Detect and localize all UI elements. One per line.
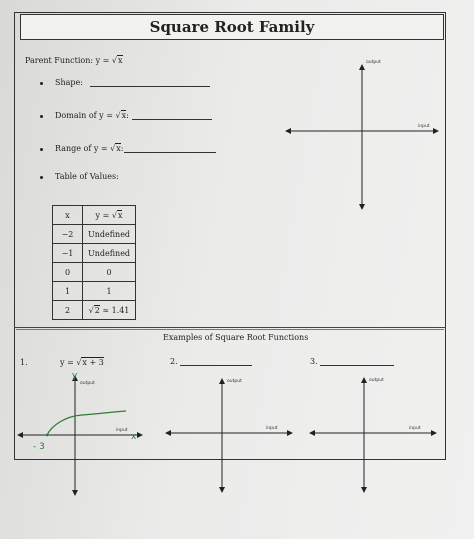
table-of-values-label: Table of Values: bbox=[55, 172, 119, 181]
cell-x: 0 bbox=[53, 263, 83, 282]
input-axis-label: input bbox=[418, 124, 430, 129]
example-1-expr: y = bbox=[60, 358, 77, 367]
cell-y-radicand: 2 bbox=[94, 305, 100, 315]
parent-function-line: Parent Function: y = √x bbox=[25, 56, 123, 65]
page-title: Square Root Family bbox=[20, 14, 444, 40]
domain-suffix: : bbox=[126, 111, 129, 120]
example-1-equation: y = √x + 3 bbox=[60, 358, 104, 367]
cell-y-approx: ≈ 1.41 bbox=[99, 305, 130, 315]
handwritten-y-label: y bbox=[72, 371, 78, 381]
example-2-graph bbox=[168, 378, 290, 490]
parent-function-radicand: x bbox=[118, 56, 123, 65]
example-1-curve bbox=[47, 411, 126, 435]
header-x: x bbox=[53, 206, 83, 225]
example-3-graph bbox=[312, 377, 434, 490]
examples-heading: Examples of Square Root Functions bbox=[163, 333, 309, 342]
example-2-input-label: input bbox=[266, 426, 278, 431]
example-2-output-label: output bbox=[227, 379, 242, 384]
example-2-number: 2. bbox=[170, 357, 178, 366]
cell-x: 1 bbox=[53, 282, 83, 301]
range-label: Range of y = √x: bbox=[55, 144, 124, 153]
cell-x: −1 bbox=[53, 244, 83, 263]
example-1-number: 1. bbox=[20, 358, 28, 367]
cell-y: 0 bbox=[83, 263, 136, 282]
example-1-radicand: x + 3 bbox=[82, 358, 104, 367]
header-y: y = √x bbox=[83, 206, 136, 225]
output-axis-label: output bbox=[366, 60, 381, 65]
parent-function-label: Parent Function: bbox=[25, 56, 94, 65]
example-1-start-point bbox=[46, 434, 49, 437]
range-radicand: x bbox=[116, 144, 121, 153]
handwritten-x-label: x bbox=[131, 432, 137, 442]
cell-y: √2 ≈ 1.41 bbox=[83, 301, 136, 320]
domain-radicand: x bbox=[121, 111, 127, 120]
example-3-input-label: input bbox=[409, 426, 421, 431]
cell-x: −2 bbox=[53, 225, 83, 244]
cell-y: Undefined bbox=[83, 225, 136, 244]
cell-x: 2 bbox=[53, 301, 83, 320]
domain-prefix: Domain of y = bbox=[55, 111, 116, 120]
header-y-prefix: y = bbox=[95, 210, 112, 220]
header-y-radicand: x bbox=[117, 210, 123, 220]
example-3-number: 3. bbox=[310, 357, 318, 366]
range-suffix: : bbox=[120, 144, 124, 153]
cell-y: 1 bbox=[83, 282, 136, 301]
shape-label: Shape: bbox=[55, 78, 83, 87]
example-3-output-label: output bbox=[369, 378, 384, 383]
range-prefix: Range of y = bbox=[55, 144, 111, 153]
domain-label: Domain of y = √x: bbox=[55, 111, 129, 120]
example-1-input-label: input bbox=[116, 428, 128, 433]
cell-y: Undefined bbox=[83, 244, 136, 263]
example-1-output-label: output bbox=[80, 381, 95, 386]
handwritten-neg3-label: - 3 bbox=[33, 442, 45, 452]
parent-function-expr: y = bbox=[95, 56, 112, 65]
example-1-graph bbox=[20, 371, 140, 493]
